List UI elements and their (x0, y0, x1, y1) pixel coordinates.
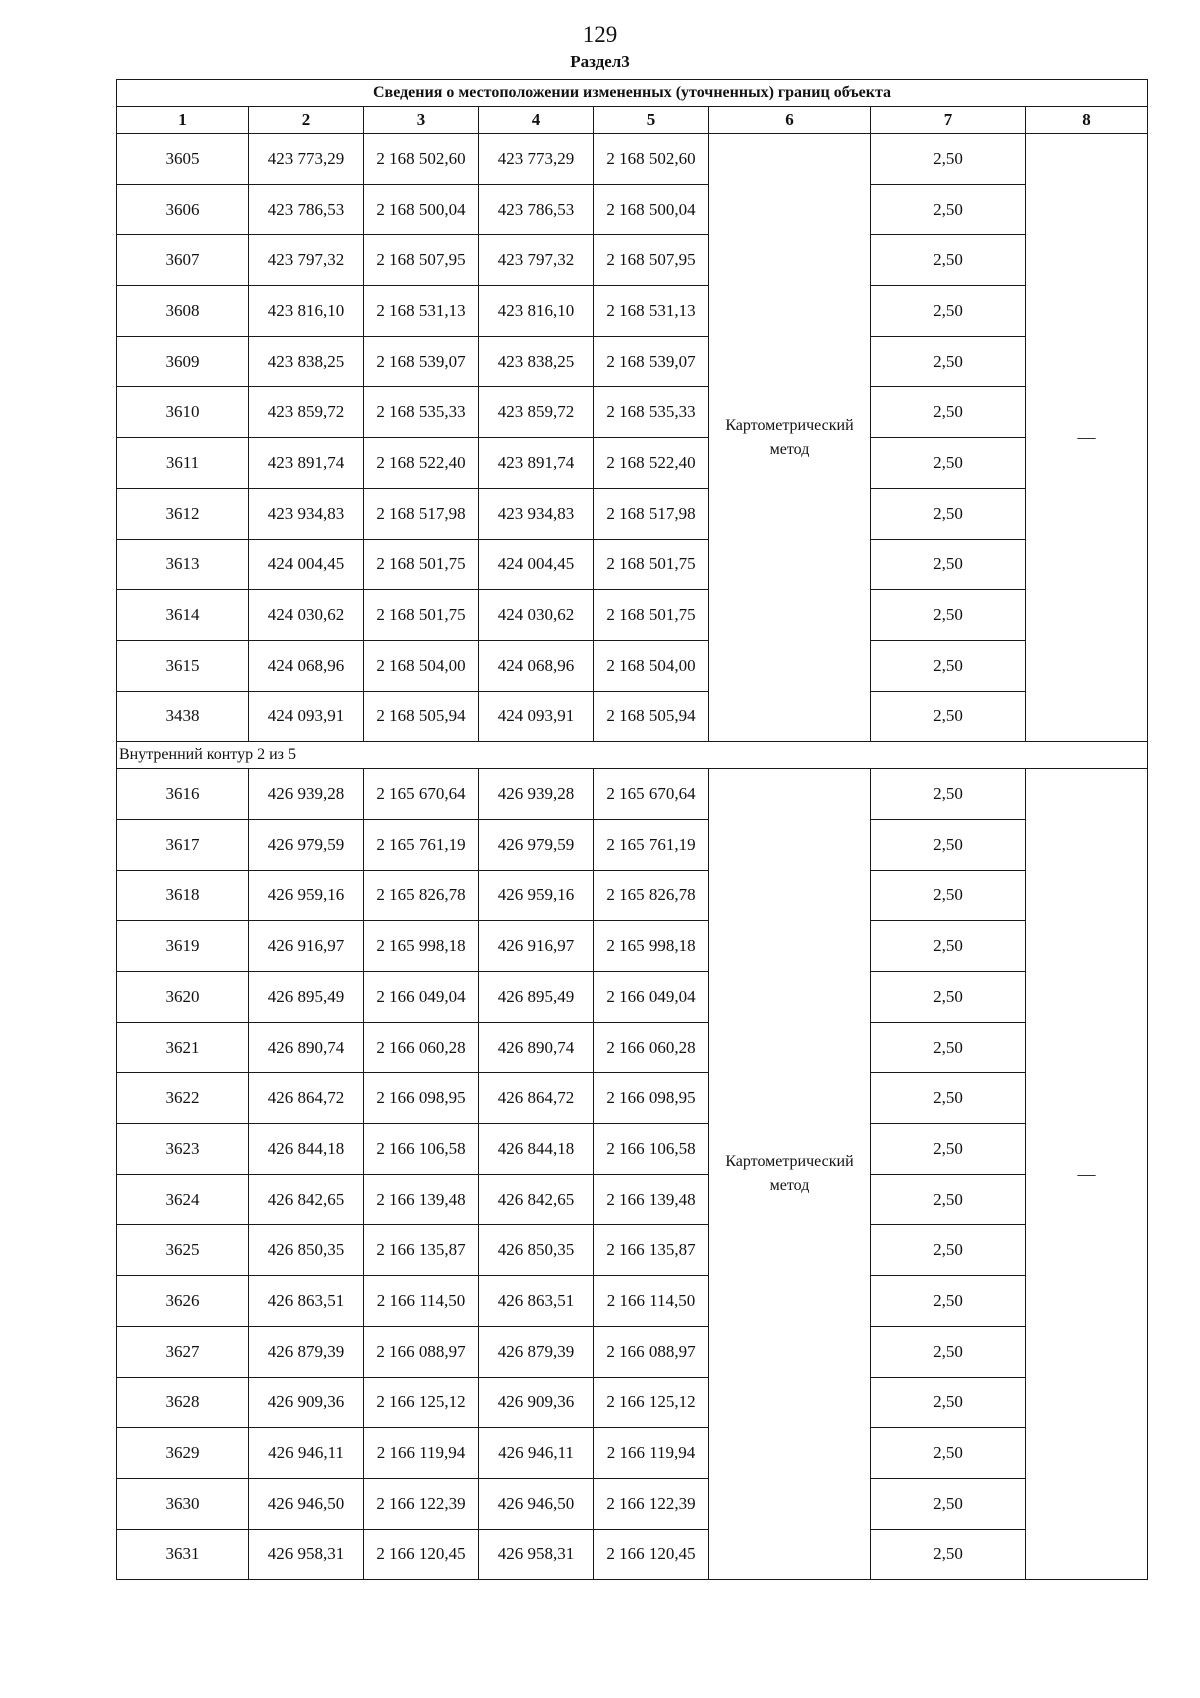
y-coordinate-new-cell: 2 166 098,95 (594, 1073, 709, 1124)
y-coordinate-new-cell: 2 168 500,04 (594, 184, 709, 235)
accuracy-cell: 2,50 (871, 1225, 1026, 1276)
boundary-coordinates-table (116, 79, 1148, 1580)
y-coordinate-new-cell: 2 166 120,45 (594, 1529, 709, 1580)
x-coordinate-cell: 426 844,18 (249, 1124, 364, 1175)
y-coordinate-new-cell: 2 165 761,19 (594, 819, 709, 870)
accuracy-cell: 2,50 (871, 488, 1026, 539)
accuracy-cell: 2,50 (871, 1276, 1026, 1327)
x-coordinate-new-cell: 424 068,96 (479, 640, 594, 691)
x-coordinate-cell: 424 030,62 (249, 590, 364, 641)
y-coordinate-new-cell: 2 166 049,04 (594, 972, 709, 1023)
table-row (117, 235, 1148, 286)
y-coordinate-cell: 2 166 125,12 (364, 1377, 479, 1428)
accuracy-cell: 2,50 (871, 134, 1026, 185)
column-number-5: 5 (594, 107, 709, 134)
y-coordinate-new-cell: 2 168 535,33 (594, 387, 709, 438)
table-row (117, 590, 1148, 641)
accuracy-cell: 2,50 (871, 1377, 1026, 1428)
y-coordinate-cell: 2 166 119,94 (364, 1428, 479, 1479)
accuracy-cell: 2,50 (871, 769, 1026, 820)
y-coordinate-new-cell: 2 165 670,64 (594, 769, 709, 820)
table-row (117, 640, 1148, 691)
y-coordinate-cell: 2 168 504,00 (364, 640, 479, 691)
table-row (117, 134, 1148, 185)
x-coordinate-cell: 424 004,45 (249, 539, 364, 590)
y-coordinate-cell: 2 168 531,13 (364, 286, 479, 337)
x-coordinate-cell: 423 838,25 (249, 336, 364, 387)
point-number-cell: 3611 (117, 438, 249, 489)
column-number-4: 4 (479, 107, 594, 134)
table-row (117, 1377, 1148, 1428)
x-coordinate-new-cell: 426 895,49 (479, 972, 594, 1023)
x-coordinate-new-cell: 423 797,32 (479, 235, 594, 286)
y-coordinate-new-cell: 2 166 135,87 (594, 1225, 709, 1276)
accuracy-cell: 2,50 (871, 1326, 1026, 1377)
x-coordinate-new-cell: 426 958,31 (479, 1529, 594, 1580)
x-coordinate-cell: 423 934,83 (249, 488, 364, 539)
x-coordinate-new-cell: 426 844,18 (479, 1124, 594, 1175)
accuracy-cell: 2,50 (871, 438, 1026, 489)
table-row (117, 1124, 1148, 1175)
x-coordinate-new-cell: 423 891,74 (479, 438, 594, 489)
accuracy-cell: 2,50 (871, 1174, 1026, 1225)
y-coordinate-cell: 2 166 120,45 (364, 1529, 479, 1580)
y-coordinate-cell: 2 166 049,04 (364, 972, 479, 1023)
table-row (117, 1428, 1148, 1479)
point-number-cell: 3605 (117, 134, 249, 185)
x-coordinate-new-cell: 426 879,39 (479, 1326, 594, 1377)
x-coordinate-new-cell: 424 004,45 (479, 539, 594, 590)
page-number: 129 (582, 22, 618, 47)
point-number-cell: 3625 (117, 1225, 249, 1276)
table-row (117, 387, 1148, 438)
x-coordinate-cell: 426 890,74 (249, 1022, 364, 1073)
y-coordinate-cell: 2 168 505,94 (364, 691, 479, 742)
x-coordinate-cell: 426 864,72 (249, 1073, 364, 1124)
method-cell: Картометрический метод (709, 134, 871, 742)
table-row (117, 1478, 1148, 1529)
x-coordinate-cell: 426 958,31 (249, 1529, 364, 1580)
x-coordinate-cell: 426 946,50 (249, 1478, 364, 1529)
accuracy-cell: 2,50 (871, 1428, 1026, 1479)
table-row (117, 1022, 1148, 1073)
x-coordinate-cell: 423 797,32 (249, 235, 364, 286)
point-number-cell: 3613 (117, 539, 249, 590)
table-row (117, 819, 1148, 870)
y-coordinate-cell: 2 168 522,40 (364, 438, 479, 489)
point-number-cell: 3608 (117, 286, 249, 337)
y-coordinate-new-cell: 2 168 517,98 (594, 488, 709, 539)
column-number-row (117, 107, 1148, 134)
y-coordinate-new-cell: 2 166 125,12 (594, 1377, 709, 1428)
x-coordinate-cell: 426 850,35 (249, 1225, 364, 1276)
point-number-cell: 3616 (117, 769, 249, 820)
y-coordinate-new-cell: 2 166 119,94 (594, 1428, 709, 1479)
accuracy-cell: 2,50 (871, 1124, 1026, 1175)
point-number-cell: 3627 (117, 1326, 249, 1377)
table-row (117, 972, 1148, 1023)
accuracy-cell: 2,50 (871, 539, 1026, 590)
x-coordinate-new-cell: 426 863,51 (479, 1276, 594, 1327)
accuracy-cell: 2,50 (871, 1022, 1026, 1073)
accuracy-cell: 2,50 (871, 590, 1026, 641)
point-number-cell: 3630 (117, 1478, 249, 1529)
y-coordinate-cell: 2 166 114,50 (364, 1276, 479, 1327)
x-coordinate-cell: 426 879,39 (249, 1326, 364, 1377)
y-coordinate-new-cell: 2 168 539,07 (594, 336, 709, 387)
x-coordinate-cell: 426 979,59 (249, 819, 364, 870)
table-row (117, 921, 1148, 972)
y-coordinate-new-cell: 2 168 507,95 (594, 235, 709, 286)
point-number-cell: 3629 (117, 1428, 249, 1479)
accuracy-cell: 2,50 (871, 1478, 1026, 1529)
accuracy-cell: 2,50 (871, 184, 1026, 235)
accuracy-cell: 2,50 (871, 1529, 1026, 1580)
x-coordinate-new-cell: 424 030,62 (479, 590, 594, 641)
x-coordinate-new-cell: 426 939,28 (479, 769, 594, 820)
x-coordinate-cell: 423 773,29 (249, 134, 364, 185)
y-coordinate-new-cell: 2 168 502,60 (594, 134, 709, 185)
accuracy-cell: 2,50 (871, 286, 1026, 337)
y-coordinate-new-cell: 2 166 088,97 (594, 1326, 709, 1377)
point-number-cell: 3622 (117, 1073, 249, 1124)
accuracy-cell: 2,50 (871, 387, 1026, 438)
x-coordinate-cell: 423 786,53 (249, 184, 364, 235)
x-coordinate-cell: 424 068,96 (249, 640, 364, 691)
y-coordinate-new-cell: 2 168 504,00 (594, 640, 709, 691)
table-row (117, 1326, 1148, 1377)
column-number-3: 3 (364, 107, 479, 134)
y-coordinate-new-cell: 2 166 060,28 (594, 1022, 709, 1073)
y-coordinate-new-cell: 2 168 522,40 (594, 438, 709, 489)
x-coordinate-new-cell: 424 093,91 (479, 691, 594, 742)
y-coordinate-cell: 2 168 535,33 (364, 387, 479, 438)
x-coordinate-cell: 423 859,72 (249, 387, 364, 438)
accuracy-cell: 2,50 (871, 819, 1026, 870)
x-coordinate-new-cell: 426 909,36 (479, 1377, 594, 1428)
point-number-cell: 3617 (117, 819, 249, 870)
y-coordinate-new-cell: 2 168 501,75 (594, 539, 709, 590)
accuracy-cell: 2,50 (871, 972, 1026, 1023)
table-row (117, 438, 1148, 489)
column-number-8: 8 (1026, 107, 1148, 134)
table-row (117, 870, 1148, 921)
y-coordinate-cell: 2 165 826,78 (364, 870, 479, 921)
point-number-cell: 3614 (117, 590, 249, 641)
x-coordinate-cell: 423 891,74 (249, 438, 364, 489)
x-coordinate-cell: 426 863,51 (249, 1276, 364, 1327)
y-coordinate-cell: 2 166 098,95 (364, 1073, 479, 1124)
x-coordinate-cell: 426 916,97 (249, 921, 364, 972)
x-coordinate-new-cell: 423 786,53 (479, 184, 594, 235)
point-number-cell: 3438 (117, 691, 249, 742)
y-coordinate-cell: 2 166 106,58 (364, 1124, 479, 1175)
x-coordinate-cell: 426 909,36 (249, 1377, 364, 1428)
x-coordinate-cell: 426 959,16 (249, 870, 364, 921)
table-title: Сведения о местоположении измененных (уточненных) границ объекта (117, 80, 1148, 107)
y-coordinate-cell: 2 165 998,18 (364, 921, 479, 972)
table-row (117, 1174, 1148, 1225)
y-coordinate-new-cell: 2 166 114,50 (594, 1276, 709, 1327)
y-coordinate-cell: 2 166 139,48 (364, 1174, 479, 1225)
point-number-cell: 3626 (117, 1276, 249, 1327)
y-coordinate-cell: 2 168 501,75 (364, 539, 479, 590)
accuracy-cell: 2,50 (871, 336, 1026, 387)
table-row (117, 1225, 1148, 1276)
x-coordinate-new-cell: 423 934,83 (479, 488, 594, 539)
y-coordinate-cell: 2 165 670,64 (364, 769, 479, 820)
column-number-2: 2 (249, 107, 364, 134)
y-coordinate-new-cell: 2 168 505,94 (594, 691, 709, 742)
method-cell: Картометрический метод (709, 769, 871, 1580)
x-coordinate-new-cell: 426 864,72 (479, 1073, 594, 1124)
x-coordinate-new-cell: 423 838,25 (479, 336, 594, 387)
table-row (117, 1529, 1148, 1580)
y-coordinate-new-cell: 2 165 998,18 (594, 921, 709, 972)
point-number-cell: 3618 (117, 870, 249, 921)
point-number-cell: 3624 (117, 1174, 249, 1225)
point-number-cell: 3610 (117, 387, 249, 438)
y-coordinate-cell: 2 168 501,75 (364, 590, 479, 641)
table-row (117, 769, 1148, 820)
point-number-cell: 3628 (117, 1377, 249, 1428)
point-number-cell: 3609 (117, 336, 249, 387)
point-number-cell: 3619 (117, 921, 249, 972)
x-coordinate-cell: 426 939,28 (249, 769, 364, 820)
x-coordinate-cell: 426 946,11 (249, 1428, 364, 1479)
y-coordinate-cell: 2 168 517,98 (364, 488, 479, 539)
accuracy-cell: 2,50 (871, 235, 1026, 286)
section-title: Раздел3 (570, 52, 630, 71)
x-coordinate-cell: 424 093,91 (249, 691, 364, 742)
column-number-7: 7 (871, 107, 1026, 134)
table-row (117, 1276, 1148, 1327)
accuracy-cell: 2,50 (871, 921, 1026, 972)
y-coordinate-cell: 2 165 761,19 (364, 819, 479, 870)
accuracy-cell: 2,50 (871, 870, 1026, 921)
y-coordinate-cell: 2 166 135,87 (364, 1225, 479, 1276)
point-number-cell: 3606 (117, 184, 249, 235)
y-coordinate-cell: 2 166 088,97 (364, 1326, 479, 1377)
table-row (117, 184, 1148, 235)
accuracy-cell: 2,50 (871, 691, 1026, 742)
x-coordinate-new-cell: 423 773,29 (479, 134, 594, 185)
x-coordinate-cell: 426 895,49 (249, 972, 364, 1023)
x-coordinate-new-cell: 426 916,97 (479, 921, 594, 972)
table-row (117, 488, 1148, 539)
x-coordinate-new-cell: 426 890,74 (479, 1022, 594, 1073)
x-coordinate-cell: 426 842,65 (249, 1174, 364, 1225)
note-cell: — (1026, 769, 1148, 1580)
column-number-6: 6 (709, 107, 871, 134)
y-coordinate-new-cell: 2 166 139,48 (594, 1174, 709, 1225)
y-coordinate-cell: 2 168 500,04 (364, 184, 479, 235)
point-number-cell: 3623 (117, 1124, 249, 1175)
note-cell: — (1026, 134, 1148, 742)
table-row (117, 539, 1148, 590)
point-number-cell: 3607 (117, 235, 249, 286)
table-row (117, 1073, 1148, 1124)
y-coordinate-new-cell: 2 168 531,13 (594, 286, 709, 337)
x-coordinate-new-cell: 426 946,11 (479, 1428, 594, 1479)
y-coordinate-cell: 2 166 060,28 (364, 1022, 479, 1073)
column-number-1: 1 (117, 107, 249, 134)
y-coordinate-new-cell: 2 166 106,58 (594, 1124, 709, 1175)
y-coordinate-cell: 2 168 502,60 (364, 134, 479, 185)
y-coordinate-new-cell: 2 165 826,78 (594, 870, 709, 921)
point-number-cell: 3612 (117, 488, 249, 539)
table-body (117, 80, 1148, 1580)
contour-label-row (117, 742, 1148, 769)
y-coordinate-cell: 2 168 539,07 (364, 336, 479, 387)
table-title-row (117, 80, 1148, 107)
accuracy-cell: 2,50 (871, 640, 1026, 691)
x-coordinate-new-cell: 423 816,10 (479, 286, 594, 337)
table-row (117, 286, 1148, 337)
point-number-cell: 3615 (117, 640, 249, 691)
x-coordinate-new-cell: 426 946,50 (479, 1478, 594, 1529)
point-number-cell: 3620 (117, 972, 249, 1023)
x-coordinate-new-cell: 426 959,16 (479, 870, 594, 921)
point-number-cell: 3621 (117, 1022, 249, 1073)
accuracy-cell: 2,50 (871, 1073, 1026, 1124)
point-number-cell: 3631 (117, 1529, 249, 1580)
x-coordinate-cell: 423 816,10 (249, 286, 364, 337)
table-row (117, 336, 1148, 387)
x-coordinate-new-cell: 426 850,35 (479, 1225, 594, 1276)
y-coordinate-cell: 2 166 122,39 (364, 1478, 479, 1529)
x-coordinate-new-cell: 423 859,72 (479, 387, 594, 438)
x-coordinate-new-cell: 426 979,59 (479, 819, 594, 870)
table-row (117, 691, 1148, 742)
x-coordinate-new-cell: 426 842,65 (479, 1174, 594, 1225)
y-coordinate-cell: 2 168 507,95 (364, 235, 479, 286)
contour-label: Внутренний контур 2 из 5 (117, 742, 1148, 769)
y-coordinate-new-cell: 2 168 501,75 (594, 590, 709, 641)
y-coordinate-new-cell: 2 166 122,39 (594, 1478, 709, 1529)
